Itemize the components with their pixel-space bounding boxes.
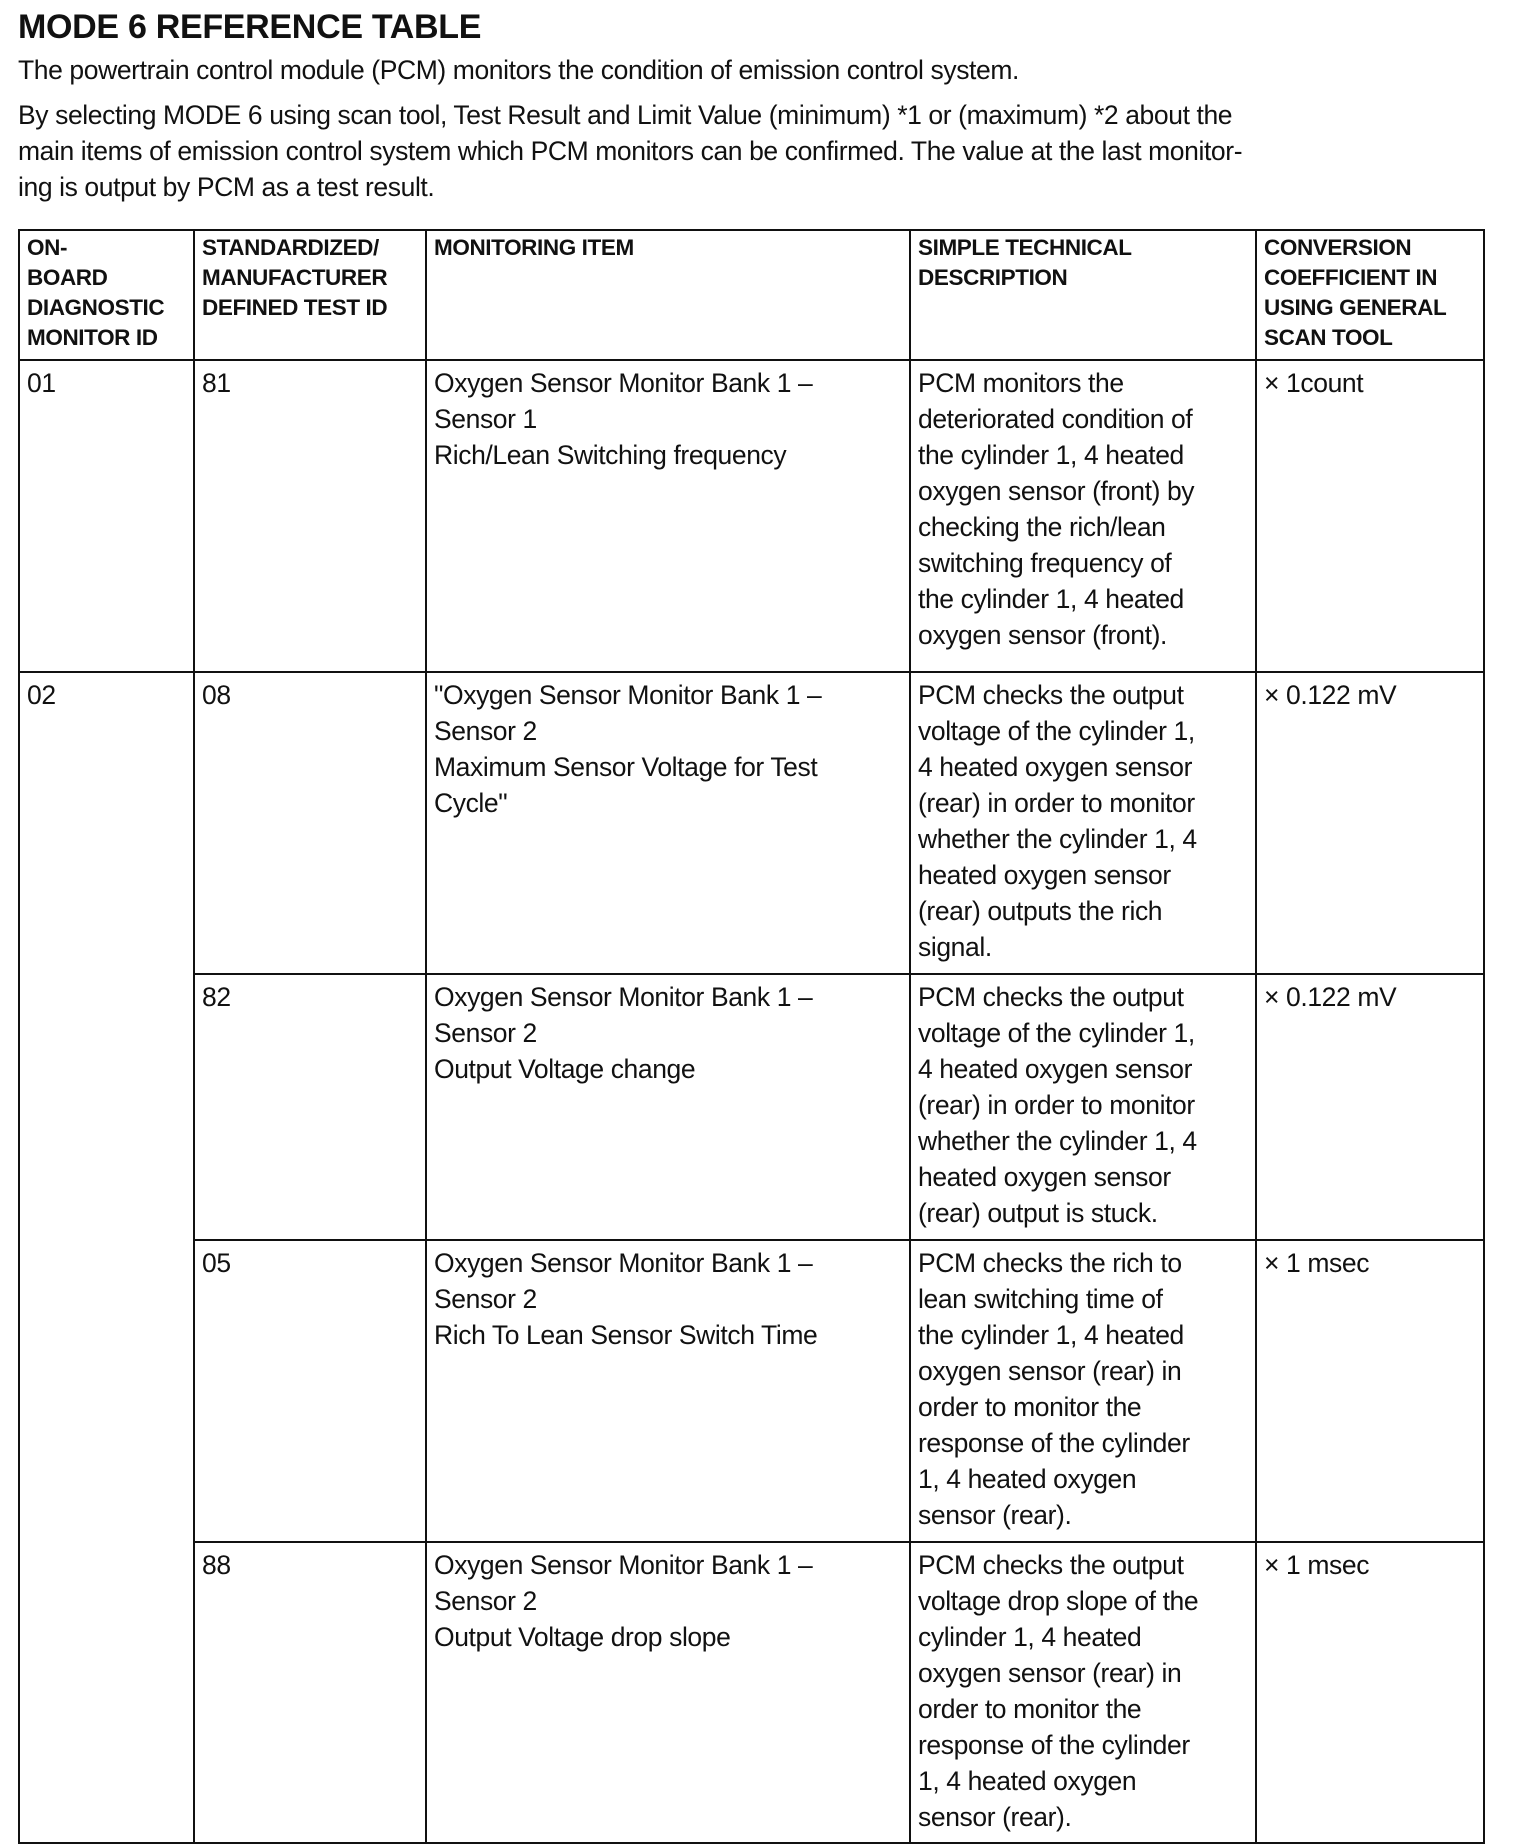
description-cell: PCM checks the output voltage drop slope of the cylinder 1, 4 heated oxygen sensor (rear) in order to monitor the response of the cylinder 1, 4 heated oxygen sensor (rear). — [910, 1542, 1256, 1843]
table-row — [19, 360, 1484, 672]
coefficient-cell: × 1 msec — [1256, 1542, 1484, 1843]
header-monitor-id: ON- BOARD DIAGNOSTIC MONITOR ID — [19, 230, 194, 360]
test-id-cell: 05 — [194, 1240, 426, 1542]
monitoring-item-cell: Oxygen Sensor Monitor Bank 1 – Sensor 2 Output Voltage change — [426, 974, 910, 1240]
monitoring-item-cell: "Oxygen Sensor Monitor Bank 1 – Sensor 2 Maximum Sensor Voltage for Test Cycle" — [426, 672, 910, 974]
table-row — [19, 672, 1484, 974]
table-row — [19, 974, 1484, 1240]
coefficient-cell: × 0.122 mV — [1256, 974, 1484, 1240]
header-description: SIMPLE TECHNICAL DESCRIPTION — [910, 230, 1256, 360]
intro-paragraph: The powertrain control module (PCM) monitors the condition of emission control system. — [18, 55, 1019, 85]
test-id-cell: 81 — [194, 360, 426, 672]
coefficient-cell: × 1count — [1256, 360, 1484, 672]
coefficient-cell: × 1 msec — [1256, 1240, 1484, 1542]
header-test-id: STANDARDIZED/ MANUFACTURER DEFINED TEST ID — [194, 230, 426, 360]
monitoring-item-cell: Oxygen Sensor Monitor Bank 1 – Sensor 2 Output Voltage drop slope — [426, 1542, 910, 1843]
table-row — [19, 1542, 1484, 1843]
mode6-reference-table — [18, 229, 1485, 1844]
header-monitoring-item: MONITORING ITEM — [426, 230, 910, 360]
header-coefficient: CONVERSION COEFFICIENT IN USING GENERAL SCAN TOOL — [1256, 230, 1484, 360]
description-cell: PCM checks the output voltage of the cylinder 1, 4 heated oxygen sensor (rear) in order to monitor whether the cylinder 1, 4 heated oxygen sensor (rear) outputs the rich signal. — [910, 672, 1256, 974]
table-header-row — [19, 230, 1484, 360]
description-cell: PCM checks the rich to lean switching time of the cylinder 1, 4 heated oxygen sensor (rear) in order to monitor the response of the cylinder 1, 4 heated oxygen sensor (rear). — [910, 1240, 1256, 1542]
monitor-id-cell: 02 — [19, 672, 194, 1843]
intro-paragraph: By selecting MODE 6 using scan tool, Test Result and Limit Value (minimum) *1 or (maximum) *2 about the main items of emission control system which PCM monitors can be confirmed. The value at the last monitor- ing is output by PCM as a test result. — [18, 100, 1243, 202]
table-row — [19, 1240, 1484, 1542]
test-id-cell: 08 — [194, 672, 426, 974]
monitoring-item-cell: Oxygen Sensor Monitor Bank 1 – Sensor 2 Rich To Lean Sensor Switch Time — [426, 1240, 910, 1542]
page-title: MODE 6 REFERENCE TABLE — [18, 8, 482, 46]
description-cell: PCM checks the output voltage of the cylinder 1, 4 heated oxygen sensor (rear) in order to monitor whether the cylinder 1, 4 heated oxygen sensor (rear) output is stuck. — [910, 974, 1256, 1240]
coefficient-cell: × 0.122 mV — [1256, 672, 1484, 974]
monitoring-item-cell: Oxygen Sensor Monitor Bank 1 – Sensor 1 Rich/Lean Switching frequency — [426, 360, 910, 672]
description-cell: PCM monitors the deteriorated condition of the cylinder 1, 4 heated oxygen sensor (front) by checking the rich/lean switching frequency of the cylinder 1, 4 heated oxygen sensor (front). — [910, 360, 1256, 672]
test-id-cell: 82 — [194, 974, 426, 1240]
monitor-id-cell: 01 — [19, 360, 194, 672]
test-id-cell: 88 — [194, 1542, 426, 1843]
